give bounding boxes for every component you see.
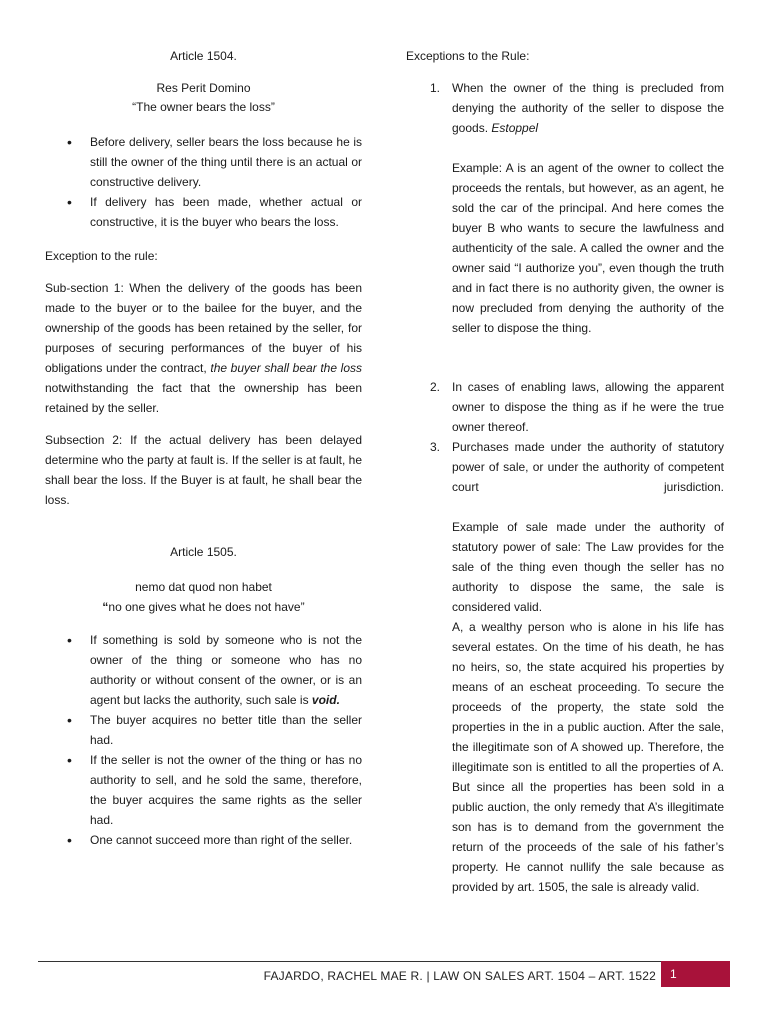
item-number: 2. — [430, 380, 441, 394]
article-1505-title: Article 1505. — [170, 545, 237, 559]
list-item: 3. Purchases made under the authority of statutory power of sale, or under the authority of competent court jurisdiction. Example of sale made under the authority of statutory power of sale: The Law provides for the sale of the thing even though the seller has no authority to dispose the same, the sale is considered valid. A, a wealthy person who is alone in his life has several estates. On the time of his death, he has no heirs, so, the state acquired his properties by means of an escheat proceeding. To secure the proceeds of the property, the state sold the properties in the in a public auction. After the sale, the illegitimate son of A showed up. Therefore, the illegitimate son is entitled to all the properties of A. But since all the properties has been sold in a public auction, the only remedy that A’s illegitimate son has is to demand from the government the return of the proceeds of the sale of his father’s property. He cannot nullify the sale because as provided by art. 1505, the sale is already valid. — [406, 437, 724, 897]
article-1505-subtitle: nemo dat quod non habet — [135, 580, 272, 594]
exceptions-heading: Exceptions to the Rule: — [406, 49, 530, 63]
list-item: • Before delivery, seller bears the loss because he is still the owner of the thing until there is an actual or constructive delivery. — [45, 132, 362, 192]
item-1-example: Example: A is an agent of the owner to collect the proceeds the rentals, but however, as an agent, he sold the car of the principal. And here comes the buyer B who wants to secure the lawfulness and authenticity of the sale. A called the owner and the owner said “I authorize you”, even though the truth and in fact there is no authority given, the owner is now precluded from denying the authority of the seller to dispose the thing. — [452, 161, 724, 335]
item-number: 3. — [430, 440, 441, 454]
exceptions-list — [406, 78, 724, 338]
estoppel-italic: Estoppel — [491, 121, 539, 135]
item-3-example-2: A, a wealthy person who is alone in his life has several estates. On the time of his death, he has no heirs, so, the state acquired his properties by means of an escheat proceeding. To secure the proceeds of the property, the state sold the properties in the in a public auction. After the sale, the illegitimate son of A showed up. Therefore, the illegitimate son is entitled to all the properties of A. But since all the properties has been sold in a public auction, the only remedy that A’s illegitimate son has is to demand from the government the return of the proceeds of the sale of his father’s property. He cannot nullify the sale because as provided by art. 1505, the sale is already valid. — [452, 620, 724, 894]
page-number-badge — [661, 961, 730, 987]
list-item: • If delivery has been made, whether actual or constructive, it is the buyer who bears the loss. — [45, 192, 362, 232]
list-item: 1. When the owner of the thing is precluded from denying the authority of the seller to dispose the goods. Estoppel Example: A is an agent of the owner to collect the proceeds the rentals, but however, as an agent, he sold the car of the principal. And here comes the buyer B who wants to secure the lawfulness and authenticity of the sale. A called the owner and the owner said “I authorize you”, even though the truth and in fact there is no authority given, the owner is now precluded from denying the authority of the seller to dispose the thing. — [406, 78, 724, 338]
subsection-1: Sub-section 1: When the delivery of the goods has been made to the buyer or to the bailee for the buyer, and the ownership of the goods has been retained by the seller, for purposes of securing performances of the buyer of his obligations under the contract, the buyer shall bear the loss notwithstanding the fact that the ownership has been retained by the seller. — [45, 281, 363, 415]
list-item: • The buyer acquires no better title than the seller had. — [45, 710, 362, 750]
list-item: • If something is sold by someone who is not the owner of the thing or someone who has no authority or without consent of the owner, or is an agent but lacks the authority, such sale is void. — [45, 630, 362, 710]
item-3-example-1: Example of sale made under the authority of statutory power of sale: The Law provides for the sale of the thing even though the seller has no authority to dispose the same, the sale is considered valid. — [452, 520, 724, 614]
void-emphasis: void. — [311, 693, 340, 707]
exception-heading: Exception to the rule: — [45, 249, 158, 263]
subsection-2: Subsection 2: If the actual delivery has been delayed determine who the party at fault is. If the seller is at fault, he shall bear the loss. If the Buyer is at fault, he shall bear the loss. — [45, 433, 362, 507]
article-1505-bullets — [45, 630, 362, 850]
list-item: • One cannot succeed more than right of the seller. — [45, 830, 362, 850]
article-1504-bullets — [45, 132, 362, 232]
footer-text: FAJARDO, RACHEL MAE R. | LAW ON SALES ART. 1504 – ART. 1522 — [263, 969, 656, 983]
article-1505-quote: “no one gives what he does not have” — [102, 600, 305, 614]
exceptions-list-2 — [406, 377, 724, 897]
page-number: 1 — [670, 967, 677, 981]
footer-divider — [38, 961, 730, 962]
article-1504-title: Article 1504. — [170, 49, 237, 63]
article-1504-quote: “The owner bears the loss” — [132, 100, 275, 114]
item-number: 1. — [430, 81, 441, 95]
article-1504-subtitle: Res Perit Domino — [156, 81, 251, 95]
list-item: 2. In cases of enabling laws, allowing the apparent owner to dispose the thing as if he were the true owner thereof. — [406, 377, 724, 437]
subsection-1-italic: the buyer shall bear the loss — [210, 361, 363, 375]
list-item: • If the seller is not the owner of the thing or has no authority to sell, and he sold the same, therefore, the buyer acquires the same rights as the seller had. — [45, 750, 362, 830]
